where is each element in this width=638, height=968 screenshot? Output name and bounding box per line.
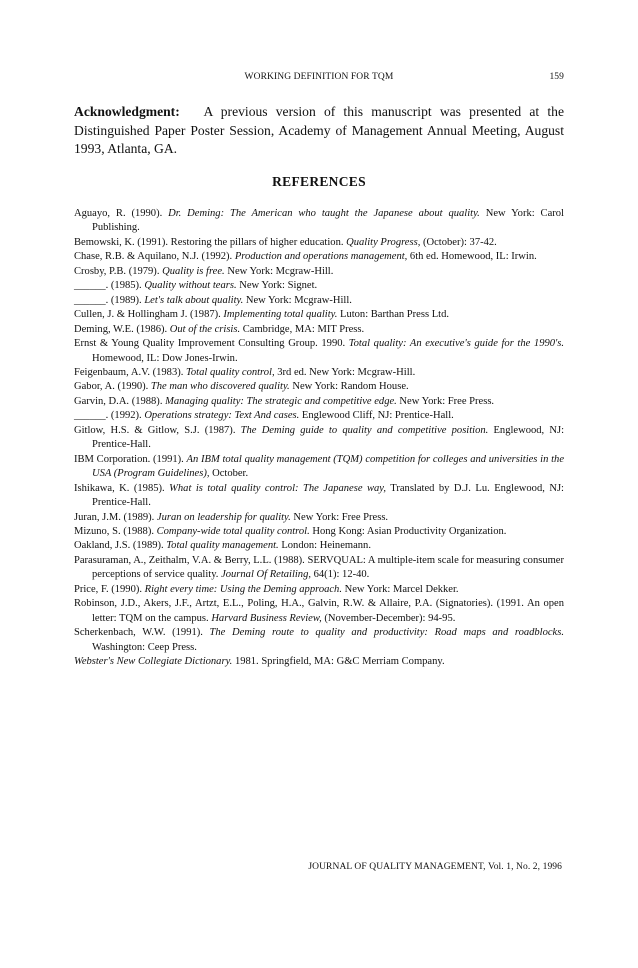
reference-title: Implementing total quality. — [223, 309, 338, 321]
reference-publisher: Englewood Cliff, NJ: Prentice-Hall. — [299, 410, 454, 422]
reference-publisher: Washington: Ceep Press. — [92, 641, 197, 653]
reference-publisher: New York: Mcgraw-Hill. — [224, 265, 334, 277]
reference-entry — [74, 279, 564, 293]
reference-entry — [74, 626, 564, 655]
reference-publisher: (November-December): 94-95. — [321, 612, 456, 624]
reference-authors: Juran, J.M. (1989). — [74, 511, 157, 523]
reference-publisher: London: Heinemann. — [278, 540, 371, 552]
reference-authors: Chase, R.B. & Aquilano, N.J. (1992). — [74, 251, 235, 263]
reference-publisher: New York: Carol Publishing. — [92, 208, 564, 234]
reference-authors: Price, F. (1990). — [74, 583, 145, 595]
reference-publisher: 64(1): 12-40. — [311, 569, 370, 581]
reference-entry — [74, 511, 564, 525]
reference-title: Journal Of Retailing, — [221, 569, 311, 581]
reference-publisher: Cambridge, MA: MIT Press. — [240, 323, 365, 335]
reference-entry — [74, 207, 564, 236]
reference-title: An IBM total quality management (TQM) competition for colleges and universities in the USA (Program Guidelines), — [92, 453, 565, 480]
acknowledgment-label: Acknowledgment: — [74, 104, 180, 119]
reference-entry — [74, 453, 564, 482]
reference-publisher: (October): 37-42. — [420, 236, 497, 248]
reference-title: Harvard Business Review, — [211, 612, 322, 624]
reference-title: Company-wide total quality control. — [156, 525, 310, 537]
reference-title: Quality is free. — [162, 265, 225, 277]
reference-publisher: Hong Kong: Asian Productivity Organization. — [309, 525, 507, 537]
reference-publisher: New York: Random House. — [289, 381, 409, 393]
reference-publisher: October. — [209, 468, 249, 480]
reference-authors: Deming, W.E. (1986). — [74, 323, 170, 335]
reference-publisher: New York: Signet. — [236, 280, 318, 292]
reference-publisher: Englewood, NJ: Prentice-Hall. — [92, 424, 565, 451]
reference-publisher: New York: Free Press. — [290, 511, 389, 523]
reference-entry — [74, 380, 564, 394]
reference-entry — [74, 482, 564, 511]
reference-authors: Aguayo, R. (1990). — [74, 208, 169, 219]
reference-title: The man who discovered quality. — [150, 381, 290, 393]
reference-authors: Mizuno, S. (1988). — [74, 525, 157, 537]
reference-publisher: Homewood, IL: Dow Jones-Irwin. — [92, 352, 238, 364]
reference-publisher: New York: Mcgraw-Hill. — [243, 294, 352, 306]
reference-title: What is total quality control: The Japanese way, — [169, 482, 387, 494]
reference-authors: Robinson, J.D., Akers, J.F., Artzt, E.L., Poling, H.A., Galvin, R.W. & Allaire, P.A. (Signatories). (1991. An open letter: TQM on the campus. — [74, 598, 564, 624]
reference-title: Dr. Deming: The American who taught the Japanese about quality. — [168, 208, 480, 219]
reference-authors: Crosby, P.B. (1979). — [74, 265, 163, 277]
reference-entry — [74, 294, 564, 308]
reference-publisher: Luton: Barthan Press Ltd. — [337, 309, 449, 321]
reference-title: Juran on leadership for quality. — [156, 511, 291, 523]
reference-title: Quality Progress, — [346, 236, 421, 248]
reference-entry — [74, 366, 564, 380]
reference-publisher: New York: Marcel Dekker. — [341, 583, 459, 595]
reference-entry — [74, 250, 564, 264]
reference-authors: Parasuraman, A., Zeithalm, V.A. & Berry, L.L. (1988). SERVQUAL: A multiple-item scale for measuring consumer perceptions of service quality. — [74, 554, 564, 581]
acknowledgment-paragraph — [74, 103, 564, 159]
references-heading: REFERENCES — [272, 174, 366, 189]
reference-title: Let's talk about quality. — [144, 294, 244, 306]
reference-entry — [74, 337, 564, 366]
reference-entry — [74, 236, 564, 250]
reference-authors: Ishikawa, K. (1985). — [74, 482, 170, 494]
reference-entry — [74, 583, 564, 597]
reference-authors: Feigenbaum, A.V. (1983). — [74, 366, 187, 378]
reference-title: The Deming route to quality and productivity: Road maps and roadblocks. — [209, 627, 564, 639]
reference-title: Total quality: An executive's guide for the 1990's. — [348, 338, 565, 350]
reference-authors: Scherkenbach, W.W. (1991). — [74, 627, 210, 639]
reference-entry — [74, 409, 564, 423]
journal-footer: JOURNAL OF QUALITY MANAGEMENT, Vol. 1, No. 2, 1996 — [308, 862, 562, 872]
reference-title: Production and operations management, — [234, 251, 408, 263]
reference-entry — [74, 424, 564, 453]
reference-entry — [74, 525, 564, 539]
running-head-title: WORKING DEFINITION FOR TQM — [244, 72, 394, 82]
reference-entry — [74, 323, 564, 337]
reference-entry — [74, 395, 564, 409]
reference-title: Webster's New Collegiate Dictionary. — [74, 656, 233, 668]
reference-authors: IBM Corporation. (1991). — [74, 453, 187, 465]
reference-publisher: New York: Free Press. — [396, 395, 495, 407]
reference-authors: Ernst & Young Quality Improvement Consulting Group. 1990. — [74, 338, 349, 350]
reference-authors: ______. (1985). — [74, 280, 145, 292]
reference-entry — [74, 655, 564, 669]
reference-authors: Oakland, J.S. (1989). — [74, 540, 167, 552]
reference-list — [74, 207, 564, 670]
reference-entry — [74, 597, 564, 626]
reference-entry — [74, 539, 564, 553]
reference-authors: ______. (1989). — [74, 294, 145, 306]
reference-title: Out of the crisis. — [169, 323, 241, 335]
reference-title: Managing quality: The strategic and competitive edge. — [165, 395, 397, 407]
reference-publisher: 6th ed. Homewood, IL: Irwin. — [407, 251, 537, 263]
reference-title: Quality without tears. — [144, 280, 237, 292]
reference-authors: Garvin, D.A. (1988). — [74, 395, 166, 407]
reference-authors: Bemowski, K. (1991). Restoring the pillars of higher education. — [74, 236, 347, 248]
reference-title: Right every time: Using the Deming approach. — [144, 583, 342, 595]
reference-authors: ______. (1992). — [74, 410, 145, 422]
reference-entry — [74, 265, 564, 279]
reference-publisher: 1981. Springfield, MA: G&C Merriam Company. — [232, 656, 445, 668]
reference-entry — [74, 554, 564, 583]
page-number: 159 — [549, 72, 564, 82]
reference-title: Total quality management. — [166, 540, 279, 552]
running-head — [74, 72, 564, 86]
reference-title: Operations strategy: Text And cases. — [144, 410, 300, 422]
reference-authors: Gitlow, H.S. & Gitlow, S.J. (1987). — [74, 424, 241, 436]
acknowledgment-text: A previous version of this manuscript was presented at the Distinguished Paper Poster Session, Academy of Management Annual Meeting, August 1993, Atlanta, GA. — [74, 104, 564, 156]
reference-publisher: Translated by D.J. Lu. Englewood, NJ: Prentice-Hall. — [92, 482, 564, 509]
reference-entry — [74, 308, 564, 322]
reference-authors: Cullen, J. & Hollingham J. (1987). — [74, 309, 224, 321]
reference-title: Total quality control, — [186, 366, 275, 378]
reference-authors: Gabor, A. (1990). — [74, 381, 151, 393]
reference-publisher: 3rd ed. New York: Mcgraw-Hill. — [274, 366, 416, 378]
reference-title: The Deming guide to quality and competitive position. — [240, 424, 489, 436]
